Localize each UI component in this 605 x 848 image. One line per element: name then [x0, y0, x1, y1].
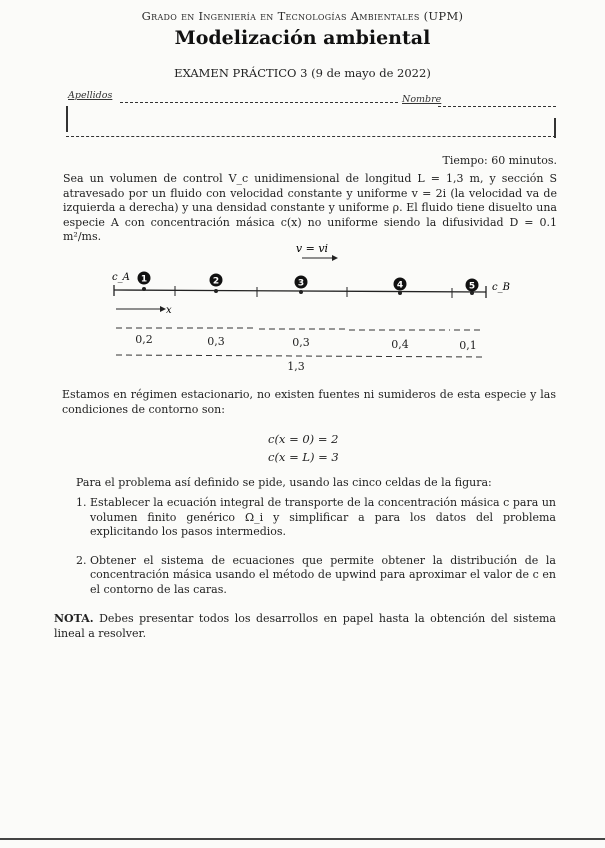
node-dot-2 [214, 289, 218, 293]
node-dot-4 [398, 291, 402, 295]
right-concentration-label: c_B [492, 282, 510, 293]
x-axis-label: x [166, 305, 172, 316]
width-label-4: 0,4 [391, 338, 409, 351]
node-dot-3 [299, 290, 303, 294]
width-label-5: 0,1 [459, 339, 477, 352]
finite-volume-diagram [100, 240, 520, 375]
width-label-1: 0,2 [135, 333, 153, 346]
problem-request: Para el problema así definido se pide, usando las cinco celdas de la figura: [76, 476, 492, 489]
task-list [72, 496, 556, 611]
surname-line [120, 102, 398, 103]
width-label-3: 0,3 [292, 336, 310, 349]
note-label: NOTA. [54, 612, 94, 625]
scan-edge-line [0, 838, 605, 840]
course-subtitle: Grado en Ingeniería en Tecnologías Ambientales (UPM) [141, 9, 464, 23]
node-dot-5 [470, 291, 474, 295]
note [54, 612, 556, 641]
cell-number-3: 3 [297, 278, 305, 289]
box-right-edge [554, 118, 556, 138]
width-label-2: 0,3 [207, 335, 225, 348]
velocity-label: v = vi [295, 242, 329, 255]
surname-label: Apellidos [68, 90, 113, 101]
boundary-condition-right: c(x = L) = 3 [268, 450, 339, 464]
node-dot-1 [142, 287, 146, 291]
total-length-line [116, 355, 484, 357]
left-concentration-label: c_A [112, 272, 130, 283]
note-text: Debes presentar todos los desarrollos en papel hasta la obtención del sistema lineal a resolver. [54, 612, 556, 640]
exam-heading: EXAMEN PRÁCTICO 3 (9 de mayo de 2022) [174, 66, 431, 80]
cell-number-1: 1 [140, 274, 148, 285]
boundary-condition-left: c(x = 0) = 2 [268, 432, 339, 446]
box-bottom-line [66, 136, 556, 137]
total-length-label: 1,3 [287, 360, 305, 373]
cell-number-5: 5 [468, 281, 476, 292]
task-item-1: 1. Establecer la ecuación integral de transporte de la concentración másica c para un volumen finito genérico Ω_i y simplificar a para los datos del problema explicitando los pasos intermedios. [90, 496, 556, 540]
steady-state-text: Estamos en régimen estacionario, no existen fuentes ni sumideros de esta especie y las condiciones de contorno son: [62, 388, 556, 416]
task-item-2: 2. Obtener el sistema de ecuaciones que permite obtener la distribución de la concentración másica usando el método de upwind para aproximar el valor de c en el contorno de las caras. [90, 554, 556, 598]
box-left-edge [66, 106, 68, 132]
name-line [438, 106, 556, 107]
student-name-box [68, 90, 556, 156]
cell-number-2: 2 [212, 276, 220, 287]
course-title: Modelización ambiental [174, 27, 431, 49]
cell-number-4: 4 [396, 280, 404, 291]
time-limit: Tiempo: 60 minutos. [442, 154, 557, 167]
name-label: Nombre [402, 94, 442, 105]
problem-statement: Sea un volumen de control V_c unidimensional de longitud L = 1,3 m, y sección S atravesado por un fluido con velocidad constante y uniforme v = 2i (la velocidad va de izquierda a derecha) y una densidad constante y uniforme ρ. El fluido tiene disuelto una especie A con concentración másica c(x) no uniforme siendo la difusividad D = 0.1 m²/ms. [63, 172, 557, 243]
velocity-arrowhead [332, 255, 338, 261]
